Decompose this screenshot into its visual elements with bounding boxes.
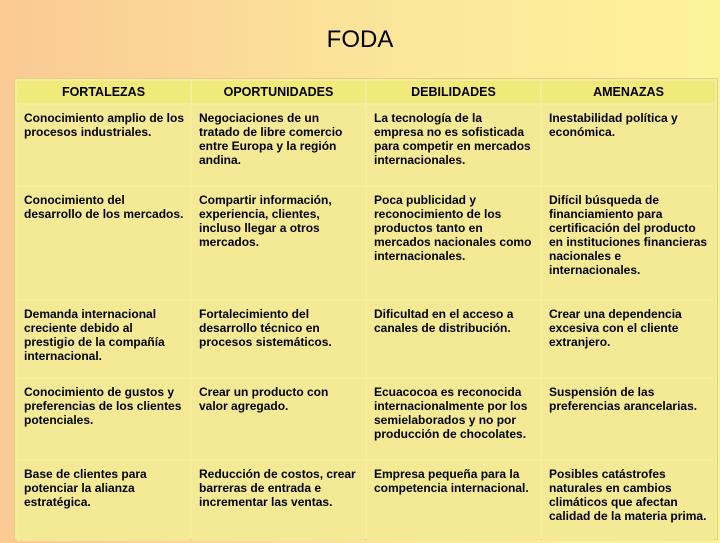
header-amenazas: AMENAZAS (542, 81, 715, 103)
cell-oportunidad: Crear un producto con valor agregado. (192, 379, 365, 459)
table-row (17, 379, 715, 459)
cell-fortaleza: Conocimiento del desarrollo de los mercados. (17, 187, 190, 299)
cell-oportunidad: Fortalecimiento del desarrollo técnico en procesos sistemáticos. (192, 301, 365, 377)
cell-oportunidad: Reducción de costos, crear barreras de entrada e incrementar las ventas. (192, 461, 365, 541)
table-row (17, 301, 715, 377)
cell-debilidad: Poca publicidad y reconocimiento de los productos tanto en mercados nacionales como internacionales. (367, 187, 540, 299)
table-row (17, 187, 715, 299)
cell-amenaza: Inestabilidad política y económica. (542, 105, 715, 185)
header-oportunidades: OPORTUNIDADES (192, 81, 365, 103)
cell-fortaleza: Conocimiento amplio de los procesos industriales. (17, 105, 190, 185)
cell-fortaleza: Base de clientes para potenciar la alianza estratégica. (17, 461, 190, 541)
cell-oportunidad: Negociaciones de un tratado de libre comercio entre Europa y la región andina. (192, 105, 365, 185)
cell-fortaleza: Demanda internacional creciente debido al prestigio de la compañía internacional. (17, 301, 190, 377)
header-debilidades: DEBILIDADES (367, 81, 540, 103)
foda-table (15, 79, 717, 543)
cell-amenaza: Crear una dependencia excesiva con el cliente extranjero. (542, 301, 715, 377)
table-row (17, 461, 715, 541)
cell-oportunidad: Compartir información, experiencia, clientes, incluso llegar a otros mercados. (192, 187, 365, 299)
cell-amenaza: Suspensión de las preferencias arancelarias. (542, 379, 715, 459)
foda-table-frame (14, 78, 718, 540)
page-title: FODA (326, 26, 394, 53)
cell-fortaleza: Conocimiento de gustos y preferencias de los clientes potenciales. (17, 379, 190, 459)
cell-amenaza: Difícil búsqueda de financiamiento para certificación del producto en instituciones financieras nacionales e internacionales. (542, 187, 715, 299)
header-row (17, 81, 715, 103)
cell-debilidad: Empresa pequeña para la competencia internacional. (367, 461, 540, 541)
cell-debilidad: Dificultad en el acceso a canales de distribución. (367, 301, 540, 377)
cell-debilidad: Ecuacocoa es reconocida internacionalmente por los semielaborados y no por producción de chocolates. (367, 379, 540, 459)
cell-amenaza: Posibles catástrofes naturales en cambios climáticos que afectan calidad de la materia prima. (542, 461, 715, 541)
cell-debilidad: La tecnología de la empresa no es sofisticada para competir en mercados internacionales. (367, 105, 540, 185)
header-fortalezas: FORTALEZAS (17, 81, 190, 103)
table-row (17, 105, 715, 185)
